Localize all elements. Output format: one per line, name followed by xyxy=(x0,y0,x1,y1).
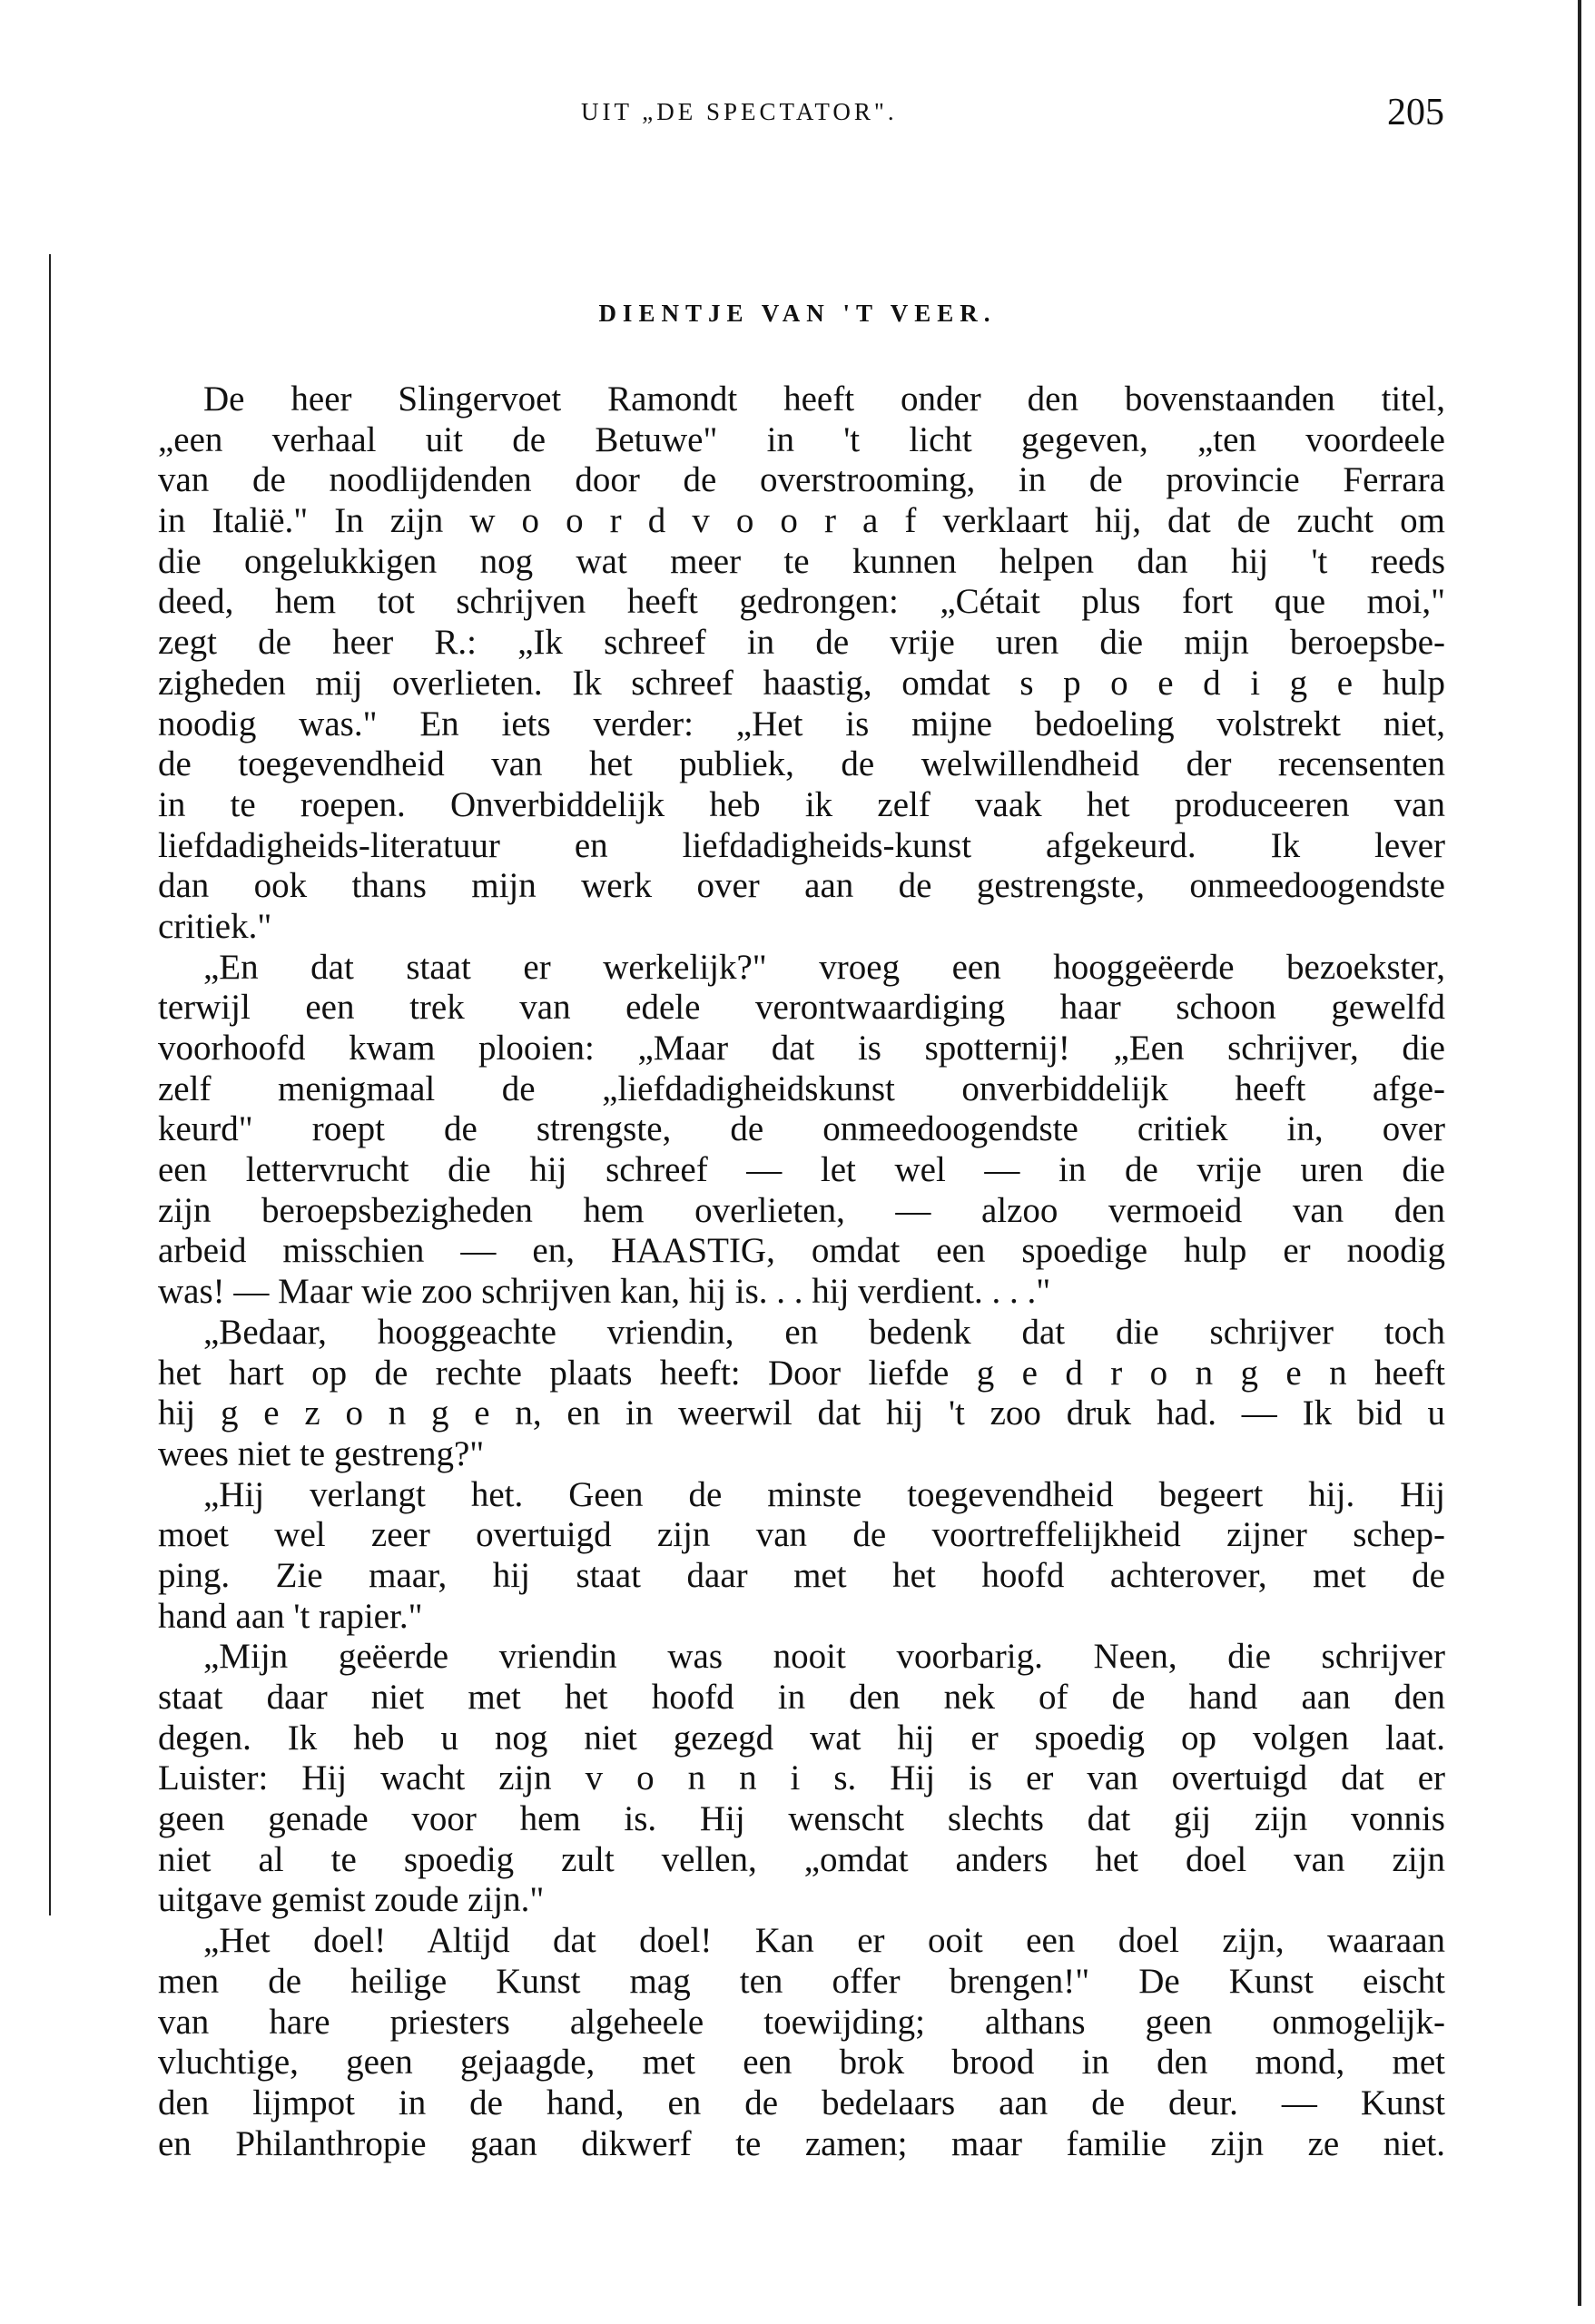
text-line: hand aan 't rapier." xyxy=(158,1596,423,1636)
chapter-title: DIENTJE VAN 'T VEER. xyxy=(598,300,997,327)
paragraph xyxy=(158,1637,1445,1921)
text-line: den lijmpot in de hand, en de bedelaars aan de deur. — Kunst xyxy=(158,2083,1445,2122)
text-line: zijn beroepsbezigheden hem overlieten, — alzoo vermoeid van den xyxy=(158,1190,1445,1230)
scan-margin-line xyxy=(49,254,51,1915)
text-line: „Bedaar, hooggeachte vriendin, en bedenk dat die schrijver toch xyxy=(203,1312,1445,1352)
text-line: hij g e z o n g e n, en in weerwil dat hij 't zoo druk had. — Ik bid u xyxy=(158,1393,1445,1433)
text-line: van hare priesters algeheele toewijding; althans geen onmogelijk- xyxy=(158,2002,1445,2042)
text-line: die ongelukkigen nog wat meer te kunnen helpen dan hij 't reeds xyxy=(158,541,1445,581)
paragraph xyxy=(158,1313,1445,1475)
text-line: staat daar niet met het hoofd in den nek of de hand aan den xyxy=(158,1678,1445,1717)
text-line: deed, hem tot schrijven heeft gedrongen: „Cétait plus fort que moi," xyxy=(158,582,1445,622)
text-line: geen genade voor hem is. Hij wenscht slechts dat gij zijn vonnis xyxy=(158,1799,1445,1839)
text-line: in te roepen. Onverbiddelijk heb ik zelf vaak het produceeren van xyxy=(158,784,1445,824)
text-line: niet al te spoedig zult vellen, „omdat anders het doel van zijn xyxy=(158,1839,1445,1879)
text-line: zegt de heer R.: „Ik schreef in de vrije uren die mijn beroepsbe- xyxy=(158,623,1445,663)
text-line: „En dat staat er werkelijk?" vroeg een hooggeëerde bezoekster, xyxy=(203,947,1445,987)
text-line: voorhoofd kwam plooien: „Maar dat is spotternij! „Een schrijver, die xyxy=(158,1029,1445,1068)
paragraph xyxy=(158,379,1445,948)
text-line: een lettervrucht die hij schreef — let wel — in de vrije uren die xyxy=(158,1150,1445,1190)
text-line: zigheden mij overlieten. Ik schreef haastig, omdat s p o e d i g e hulp xyxy=(158,663,1445,703)
text-line: van de noodlijdenden door de overstrooming, in de provincie Ferrara xyxy=(158,460,1445,500)
text-line: noodig was." En iets verder: „Het is mijne bedoeling volstrekt niet, xyxy=(158,704,1445,743)
text-line: het hart op de rechte plaats heeft: Door liefde g e d r o n g e n heeft xyxy=(158,1353,1445,1393)
page-edge-line xyxy=(1578,0,1581,2306)
text-line: vluchtige, geen gejaagde, met een brok brood in den mond, met xyxy=(158,2043,1445,2083)
running-head: UIT „DE SPECTATOR". xyxy=(581,98,898,125)
text-line: „Het doel! Altijd dat doel! Kan er ooit een doel zijn, waaraan xyxy=(203,1921,1445,1961)
text-line: dan ook thans mijn werk over aan de gestrengste, onmeedoogendste xyxy=(158,866,1445,906)
text-line: men de heilige Kunst mag ten offer brengen!" De Kunst eischt xyxy=(158,1961,1445,2001)
text-line: keurd" roept de strengste, de onmeedoogendste critiek in, over xyxy=(158,1109,1445,1149)
text-line: was! — Maar wie zoo schrijven kan, hij is. . . hij verdient. . . ." xyxy=(158,1272,1051,1312)
text-line: critiek." xyxy=(158,906,272,946)
paragraph xyxy=(158,1921,1445,2164)
paragraph xyxy=(158,1475,1445,1638)
text-line: liefdadigheids-literatuur en liefdadigheids-kunst afgekeurd. Ik lever xyxy=(158,825,1445,865)
text-line: arbeid misschien — en, HAASTIG, omdat een spoedige hulp er noodig xyxy=(158,1231,1445,1271)
paragraph xyxy=(158,948,1445,1313)
text-line: en Philanthropie gaan dikwerf te zamen; maar familie zijn ze niet. xyxy=(158,2123,1445,2163)
text-line: ping. Zie maar, hij staat daar met het hoofd achterover, met de xyxy=(158,1555,1445,1595)
page-number: 205 xyxy=(1387,92,1444,133)
text-line: uitgave gemist zoude zijn." xyxy=(158,1880,545,1920)
text-line: de toegevendheid van het publiek, de welwillendheid der recensenten xyxy=(158,744,1445,784)
text-line: wees niet te gestreng?" xyxy=(158,1433,485,1473)
text-line: „Hij verlangt het. Geen de minste toegevendheid begeert hij. Hij xyxy=(203,1474,1445,1514)
text-line: moet wel zeer overtuigd zijn van de voortreffelijkheid zijner schep- xyxy=(158,1515,1445,1555)
text-line: zelf menigmaal de „liefdadigheidskunst onverbiddelijk heeft afge- xyxy=(158,1068,1445,1108)
text-line: „Mijn geëerde vriendin was nooit voorbarig. Neen, die schrijver xyxy=(203,1637,1445,1677)
text-line: De heer Slingervoet Ramondt heeft onder den bovenstaanden titel, xyxy=(203,379,1445,419)
text-line: degen. Ik heb u nog niet gezegd wat hij er spoedig op volgen laat. xyxy=(158,1718,1445,1758)
text-line: terwijl een trek van edele verontwaardiging haar schoon gewelfd xyxy=(158,988,1445,1028)
text-line: „een verhaal uit de Betuwe" in 't licht gegeven, „ten voordeele xyxy=(158,419,1445,459)
text-line: Luister: Hij wacht zijn v o n n i s. Hij is er van overtuigd dat er xyxy=(158,1758,1445,1798)
text-line: in Italië." In zijn w o o r d v o o r a f verklaart hij, dat de zucht om xyxy=(158,501,1445,541)
body-text xyxy=(158,379,1445,2164)
